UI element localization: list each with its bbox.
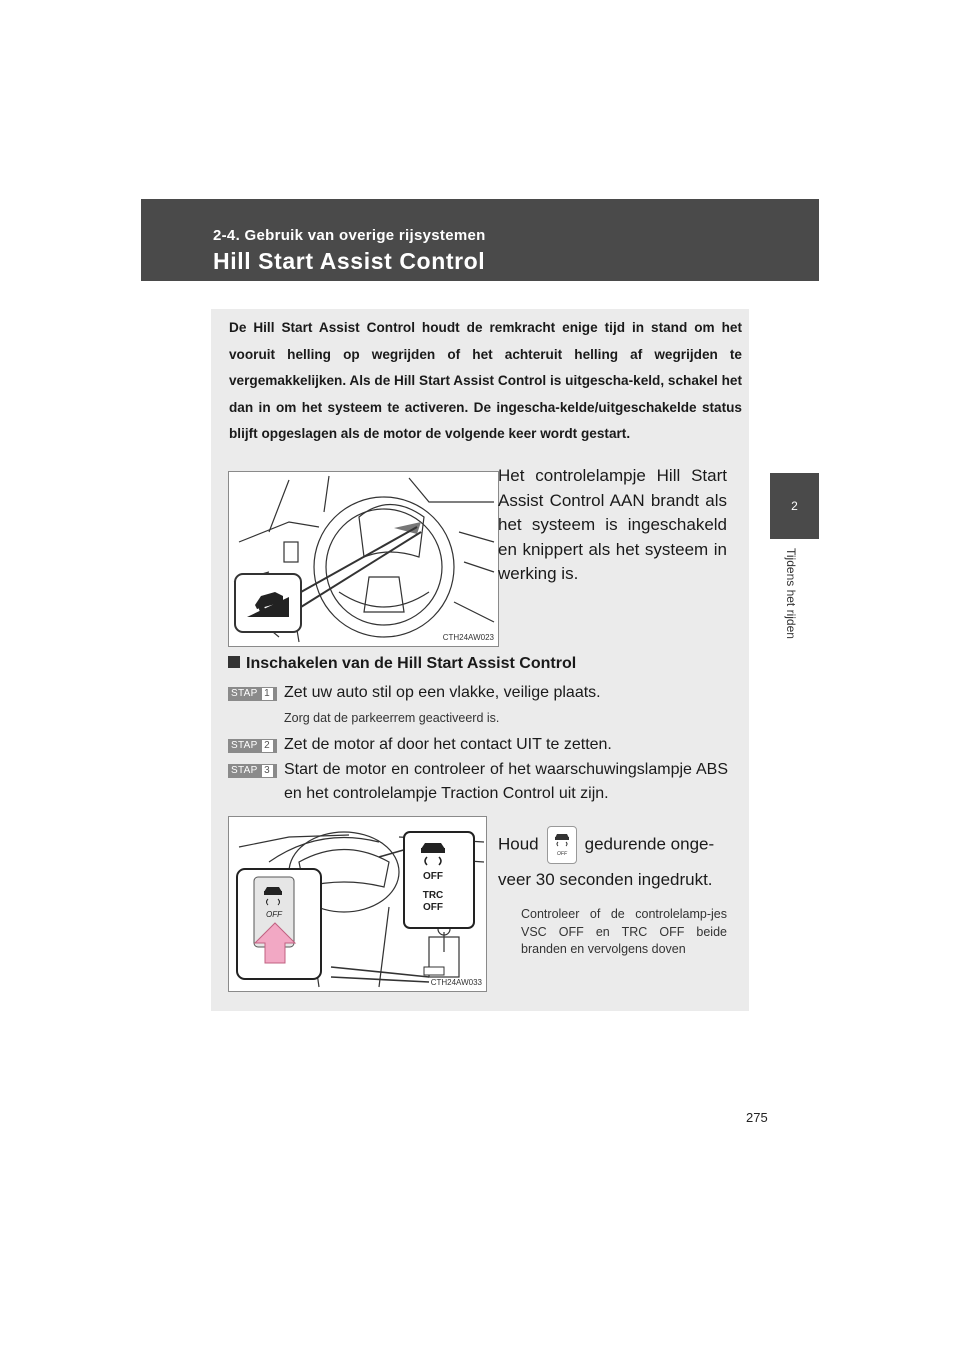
subheading-text: Inschakelen van de Hill Start Assist Control xyxy=(246,655,577,672)
chapter-tab-label xyxy=(770,540,819,690)
section-title: 2-4. Gebruik van overige rijsystemen xyxy=(213,227,486,244)
svg-text:OFF: OFF xyxy=(556,851,567,857)
step-badge-2: STAP 2 xyxy=(228,739,277,753)
callout-off-label: OFF xyxy=(423,871,443,882)
figure-vsc-off-button xyxy=(228,816,487,992)
vsc-off-switch-icon xyxy=(547,826,577,864)
step-4-text: Houd OFF gedurende onge- xyxy=(498,826,714,864)
figure-dashboard-indicator xyxy=(228,471,499,647)
page-number: 275 xyxy=(746,1110,768,1125)
section-header xyxy=(141,199,819,281)
figure-code: CTH24AW023 xyxy=(442,633,494,642)
step-3-text: Start de motor en controleer of het waarschuwingslampje ABS en het controlelampje Traction Control uit zijn. xyxy=(284,761,728,802)
indicator-description: Het controlelampje Hill Start Assist Control AAN brandt als het systeem is ingeschakeld en knippert als het systeem in werking is. xyxy=(498,466,727,583)
chapter-tab-number: 2 xyxy=(770,473,819,539)
subheading xyxy=(228,655,576,673)
step-badge-3: STAP 3 xyxy=(228,764,277,778)
figure-code: CTH24AW033 xyxy=(430,978,482,987)
step-badge-1: STAP 1 xyxy=(228,687,277,701)
step-2-text: Zet de motor af door het contact UIT te zetten. xyxy=(284,736,612,753)
intro-paragraph: De Hill Start Assist Control houdt de remkracht enige tijd in stand om het vooruit helling op wegrijden of het achteruit helling af wegrijden te vergemakkelijken. Als de Hill Start Assist Control is uitgescha-keld, schakel het dan in om het systeem te activeren. De ingescha-kelde/uitgeschakelde status blijft opgeslagen als de motor de volgende keer wordt gestart. xyxy=(229,320,742,441)
content-panel xyxy=(211,309,749,1011)
dashboard-illustration xyxy=(229,472,498,646)
callout-trc-off-label: OFF xyxy=(423,902,443,913)
button-off-label: OFF xyxy=(266,910,282,919)
square-bullet-icon xyxy=(228,656,240,668)
step-1-note: Zorg dat de parkeerrem geactiveerd is. xyxy=(284,711,500,725)
step-4-text-line2: veer 30 seconden ingedrukt. xyxy=(498,870,713,889)
step-4-note: Controleer of de controlelamp-jes VSC OFF en TRC OFF beide branden en vervolgens doven xyxy=(521,907,727,956)
chapter-tab-label-text: Tijdens het rijden xyxy=(784,548,798,639)
console-illustration xyxy=(229,817,486,991)
page-title: Hill Start Assist Control xyxy=(213,248,486,274)
step-1-text: Zet uw auto stil op een vlakke, veilige plaats. xyxy=(284,684,601,701)
callout-trc-label: TRC xyxy=(422,890,444,901)
